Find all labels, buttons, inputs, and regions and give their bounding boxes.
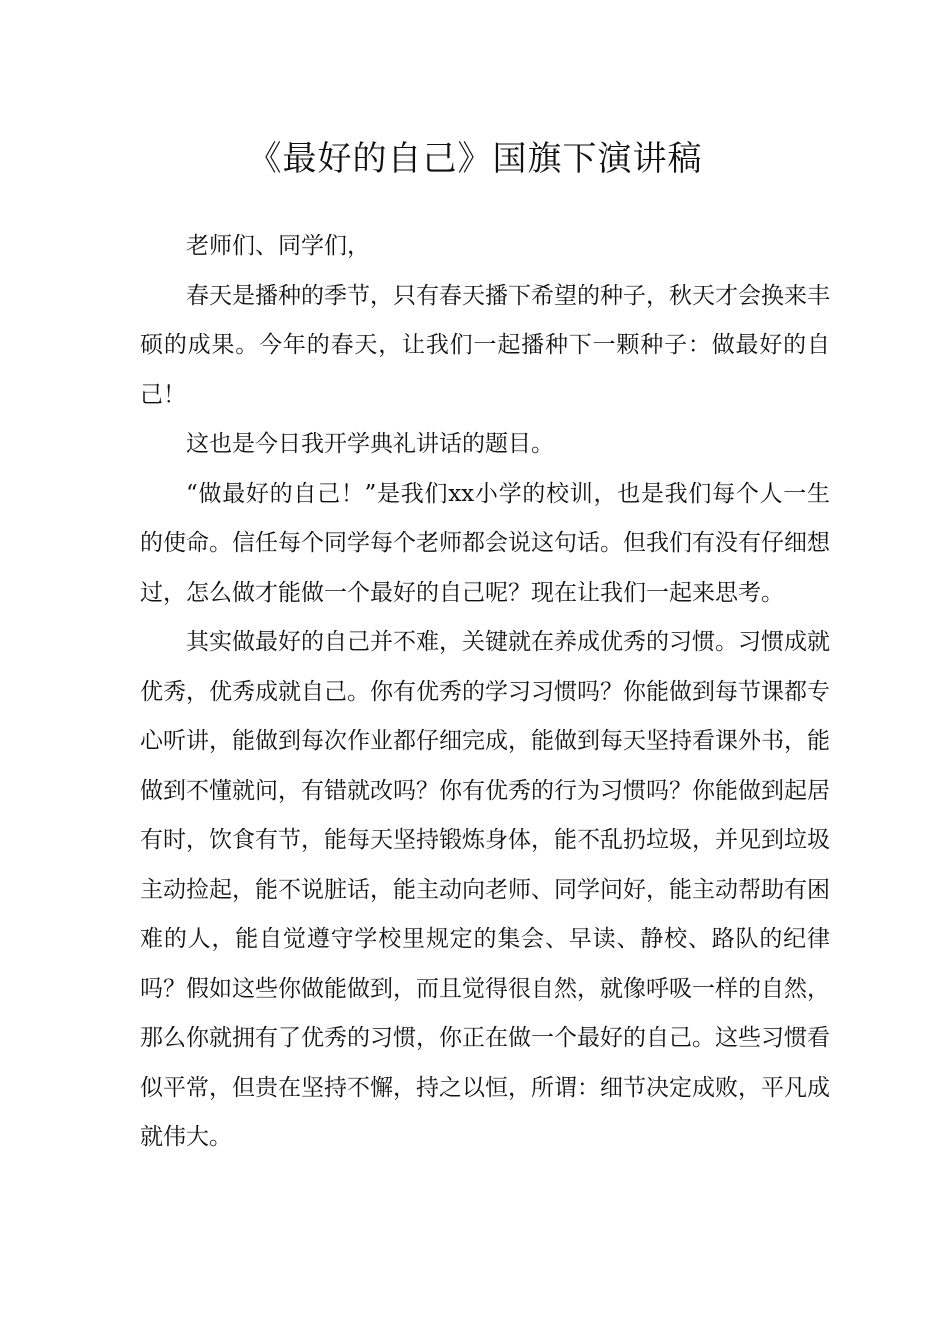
document-body [140, 222, 830, 1163]
paragraph-topic: 这也是今日我开学典礼讲话的题目。 [186, 431, 554, 457]
paragraph-spring: 春天是播种的季节，只有春天播下希望的种子，秋天才会换来丰硕的成果。今年的春天，让我们一起播种下一颗种子：做最好的自己！ [140, 282, 830, 408]
paragraph-greeting: 老师们、同学们， [186, 233, 370, 259]
paragraph-motto: “做最好的自己！”是我们xx小学的校训，也是我们每个人一生的使命。信任每个同学每个老师都会说这句话。但我们有没有仔细想过，怎么做才能做一个最好的自己呢？现在让我们一起来思考。 [140, 480, 830, 606]
document-title: 《最好的自己》国旗下演讲稿 [247, 139, 703, 179]
paragraph-habits: 其实做最好的自己并不难，关键就在养成优秀的习惯。习惯成就优秀，优秀成就自己。你有优秀的学习习惯吗？你能做到每节课都专心听讲，能做到每次作业都仔细完成，能做到每天坚持看课外书，能做到不懂就问，有错就改吗？你有优秀的行为习惯吗？你能做到起居有时，饮食有节，能每天坚持锻炼身体，能不乱扔垃圾，并见到垃圾主动捡起，能不说脏话，能主动向老师、同学问好，能主动帮助有困难的人，能自觉遵守学校里规定的集会、早读、静校、路队的纪律吗？假如这些你做能做到，而且觉得很自然，就像呼吸一样的自然，那么你就拥有了优秀的习惯，你正在做一个最好的自己。这些习惯看似平常，但贵在坚持不懈，持之以恒，所谓：细节决定成败，平凡成就伟大。 [140, 629, 830, 1150]
